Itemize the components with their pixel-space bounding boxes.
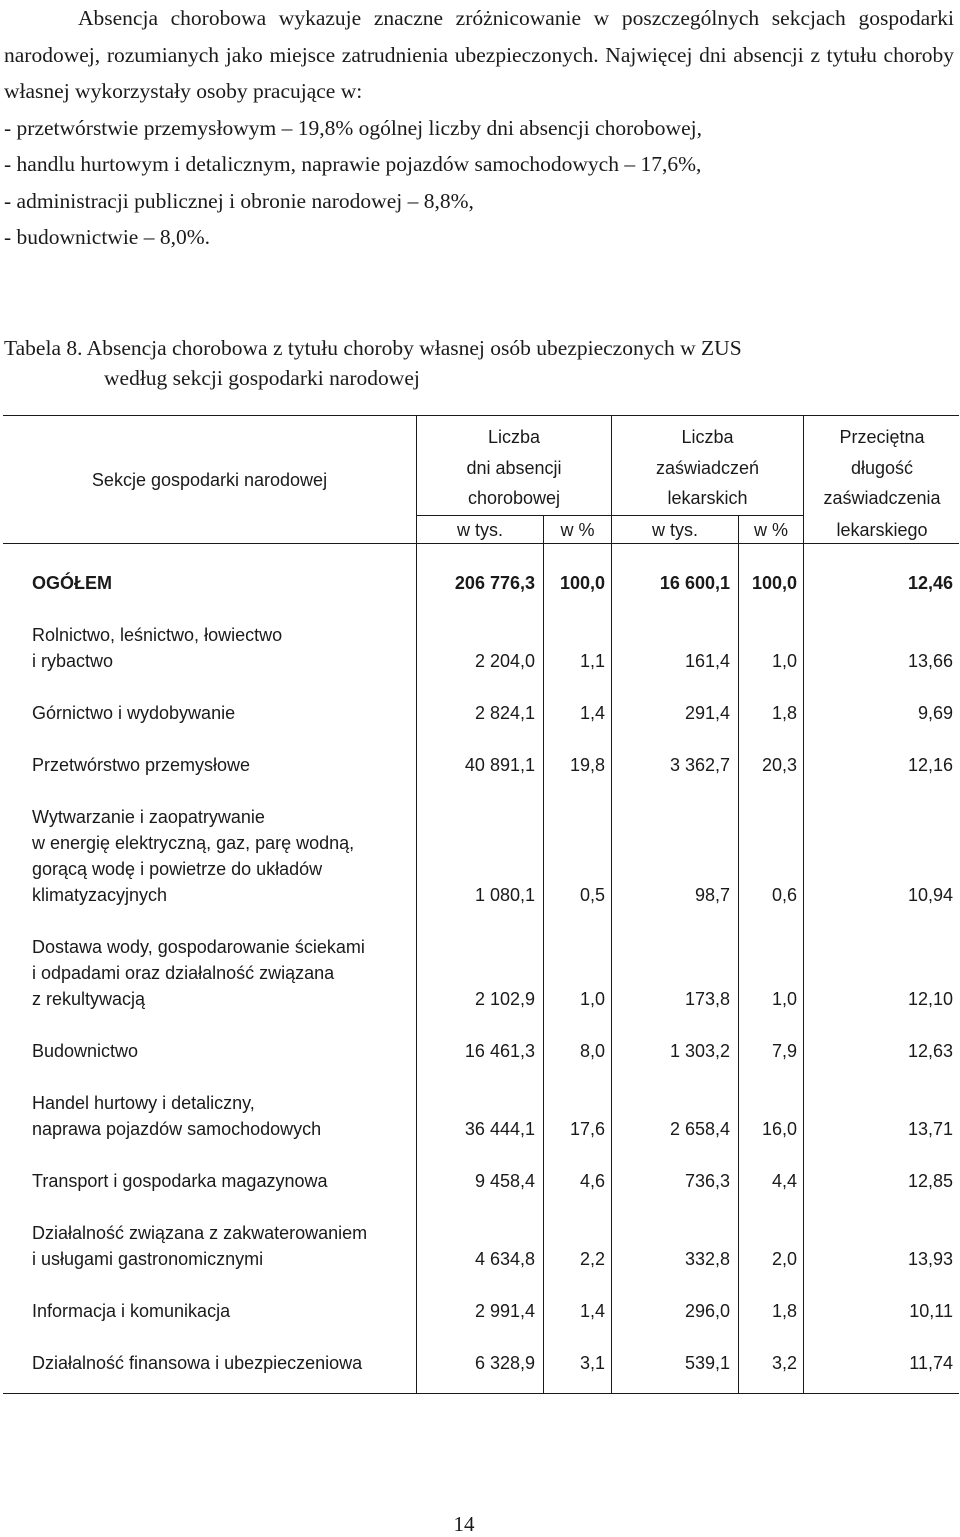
row-label: Dostawa wody, gospodarowanie ściekami	[32, 937, 365, 957]
cell-dni-pct: 8,0	[579, 1041, 605, 1061]
row-label: gorącą wodę i powietrze do układów	[32, 859, 323, 879]
cell-zasw-pct: 16,0	[761, 1119, 797, 1139]
cell-zasw-tys: 98,7	[694, 885, 730, 905]
cell-zasw-tys: 16 600,1	[659, 573, 730, 593]
cell-zasw-pct: 4,4	[771, 1171, 797, 1191]
cell-zasw-pct: 1,0	[771, 989, 797, 1009]
cell-dlugosc: 12,63	[907, 1041, 953, 1061]
row-label: Wytwarzanie i zaopatrywanie	[32, 807, 265, 827]
subheader-pct: w %	[560, 520, 595, 540]
cell-zasw-tys: 291,4	[684, 703, 730, 723]
cell-dni-tys: 2 824,1	[474, 703, 535, 723]
row-label: Działalność finansowa i ubezpieczeniowa	[32, 1353, 363, 1373]
cell-dni-tys: 16 461,3	[464, 1041, 535, 1061]
row-label: naprawa pojazdów samochodowych	[32, 1119, 322, 1139]
cell-dlugosc: 12,85	[907, 1171, 953, 1191]
cell-dni-tys: 4 634,8	[474, 1249, 535, 1269]
row-label: Budownictwo	[32, 1041, 139, 1061]
cell-dni-pct: 1,1	[579, 651, 605, 671]
header-przec-line1: Przeciętna	[839, 427, 925, 447]
cell-dni-pct: 19,8	[569, 755, 605, 775]
bullet-item: - administracji publicznej i obronie narodowej – 8,8%,	[4, 188, 474, 213]
cell-zasw-pct: 1,8	[771, 1301, 797, 1321]
cell-dni-pct: 4,6	[579, 1171, 605, 1191]
cell-zasw-pct: 7,9	[771, 1041, 797, 1061]
subheader-divider	[417, 515, 803, 516]
cell-zasw-pct: 1,0	[771, 651, 797, 671]
header-dni-line2: dni absencji	[466, 458, 562, 478]
page-number: 14	[453, 1512, 475, 1536]
row-label: klimatyzacyjnych	[32, 885, 168, 905]
table-top-border	[3, 415, 959, 416]
row-label: Rolnictwo, leśnictwo, łowiectwo	[32, 625, 283, 645]
cell-zasw-tys: 1 303,2	[669, 1041, 730, 1061]
cell-dni-tys: 9 458,4	[474, 1171, 535, 1191]
cell-dlugosc: 13,93	[907, 1249, 953, 1269]
cell-dni-pct: 2,2	[579, 1249, 605, 1269]
row-label: i odpadami oraz działalność związana	[32, 963, 335, 983]
column-divider	[803, 415, 804, 1393]
row-label: Przetwórstwo przemysłowe	[32, 755, 251, 775]
bullet-item: - handlu hurtowym i detalicznym, naprawie pojazdów samochodowych – 17,6%,	[4, 152, 702, 176]
cell-zasw-pct: 100,0	[751, 573, 797, 593]
subheader-tys: w tys.	[456, 520, 503, 540]
cell-zasw-tys: 332,8	[684, 1249, 730, 1269]
header-dni-line3: chorobowej	[467, 488, 561, 508]
cell-zasw-tys: 736,3	[684, 1171, 730, 1191]
cell-dni-tys: 2 102,9	[474, 989, 535, 1009]
row-label: Handel hurtowy i detaliczny,	[32, 1093, 255, 1113]
cell-dlugosc: 9,69	[917, 703, 953, 723]
cell-dni-tys: 40 891,1	[464, 755, 535, 775]
header-przec-line2: długość	[850, 458, 914, 478]
row-label: OGÓŁEM	[32, 573, 112, 593]
header-sekcje: Sekcje gospodarki narodowej	[91, 470, 328, 490]
column-divider	[543, 515, 544, 1393]
header-przec-line4: lekarskiego	[836, 520, 928, 540]
cell-dlugosc: 13,71	[907, 1119, 953, 1139]
cell-dni-tys: 2 991,4	[474, 1301, 535, 1321]
cell-dlugosc: 13,66	[907, 651, 953, 671]
cell-dni-pct: 3,1	[579, 1353, 605, 1373]
caption-line-2: według sekcji gospodarki narodowej	[104, 366, 420, 390]
cell-dni-pct: 1,4	[579, 703, 605, 723]
bullet-item: - przetwórstwie przemysłowym – 19,8% ogólnej liczby dni absencji chorobowej,	[4, 115, 702, 140]
cell-zasw-tys: 3 362,7	[669, 755, 730, 775]
cell-dlugosc: 10,11	[909, 1301, 953, 1321]
row-label: Informacja i komunikacja	[32, 1301, 231, 1321]
row-label: z rekultywacją	[32, 989, 146, 1009]
row-label: Transport i gospodarka magazynowa	[32, 1171, 328, 1191]
cell-dlugosc: 10,94	[907, 885, 953, 905]
cell-dlugosc: 12,16	[907, 755, 953, 775]
cell-dlugosc: 11,74	[909, 1353, 953, 1373]
cell-zasw-tys: 161,4	[684, 651, 730, 671]
cell-zasw-tys: 539,1	[684, 1353, 730, 1373]
cell-zasw-pct: 1,8	[771, 703, 797, 723]
table-bottom-border	[3, 1393, 959, 1394]
cell-dni-pct: 17,6	[569, 1119, 605, 1139]
cell-dlugosc: 12,46	[907, 573, 953, 593]
header-dni-line1: Liczba	[487, 427, 541, 447]
cell-dni-pct: 0,5	[579, 885, 605, 905]
header-zasw-line2: zaświadczeń	[655, 458, 760, 478]
row-label: i rybactwo	[32, 651, 114, 671]
cell-zasw-tys: 296,0	[684, 1301, 730, 1321]
row-label: i usługami gastronomicznymi	[32, 1249, 264, 1269]
row-label: Działalność związana z zakwaterowaniem	[32, 1223, 368, 1243]
cell-dni-pct: 100,0	[559, 573, 605, 593]
subheader-tys: w tys.	[651, 520, 698, 540]
cell-dni-tys: 6 328,9	[474, 1353, 535, 1373]
cell-dni-tys: 36 444,1	[464, 1119, 535, 1139]
caption-line-1: Tabela 8. Absencja chorobowa z tytułu choroby własnej osób ubezpieczonych w ZUS	[4, 336, 742, 360]
header-bottom-border	[3, 543, 959, 544]
intro-paragraph: Absencja chorobowa wykazuje znaczne zróżnicowanie w poszczególnych sekcjach gospodarki narodowej, rozumianych jako miejsce zatrudnienia ubezpieczonych. Najwięcej dni absencji z tytułu choroby własnej wykorzystały osoby pracujące w:	[4, 6, 954, 103]
cell-dni-tys: 1 080,1	[474, 885, 535, 905]
header-zasw-line3: lekarskich	[667, 488, 748, 508]
row-label: Górnictwo i wydobywanie	[32, 703, 236, 723]
cell-dni-pct: 1,4	[579, 1301, 605, 1321]
cell-dni-tys: 206 776,3	[454, 573, 535, 593]
cell-zasw-tys: 173,8	[684, 989, 730, 1009]
bullet-item: - budownictwie – 8,0%.	[4, 225, 211, 249]
subheader-pct: w %	[753, 520, 788, 540]
header-zasw-line1: Liczba	[681, 427, 734, 447]
cell-dni-tys: 2 204,0	[474, 651, 535, 671]
cell-zasw-tys: 2 658,4	[669, 1119, 730, 1139]
cell-dlugosc: 12,10	[907, 989, 953, 1009]
header-przec-line3: zaświadczenia	[823, 488, 941, 508]
cell-zasw-pct: 3,2	[771, 1353, 797, 1373]
cell-dni-pct: 1,0	[579, 989, 605, 1009]
cell-zasw-pct: 20,3	[761, 755, 797, 775]
cell-zasw-pct: 0,6	[771, 885, 797, 905]
cell-zasw-pct: 2,0	[771, 1249, 797, 1269]
row-label: w energię elektryczną, gaz, parę wodną,	[32, 833, 355, 853]
